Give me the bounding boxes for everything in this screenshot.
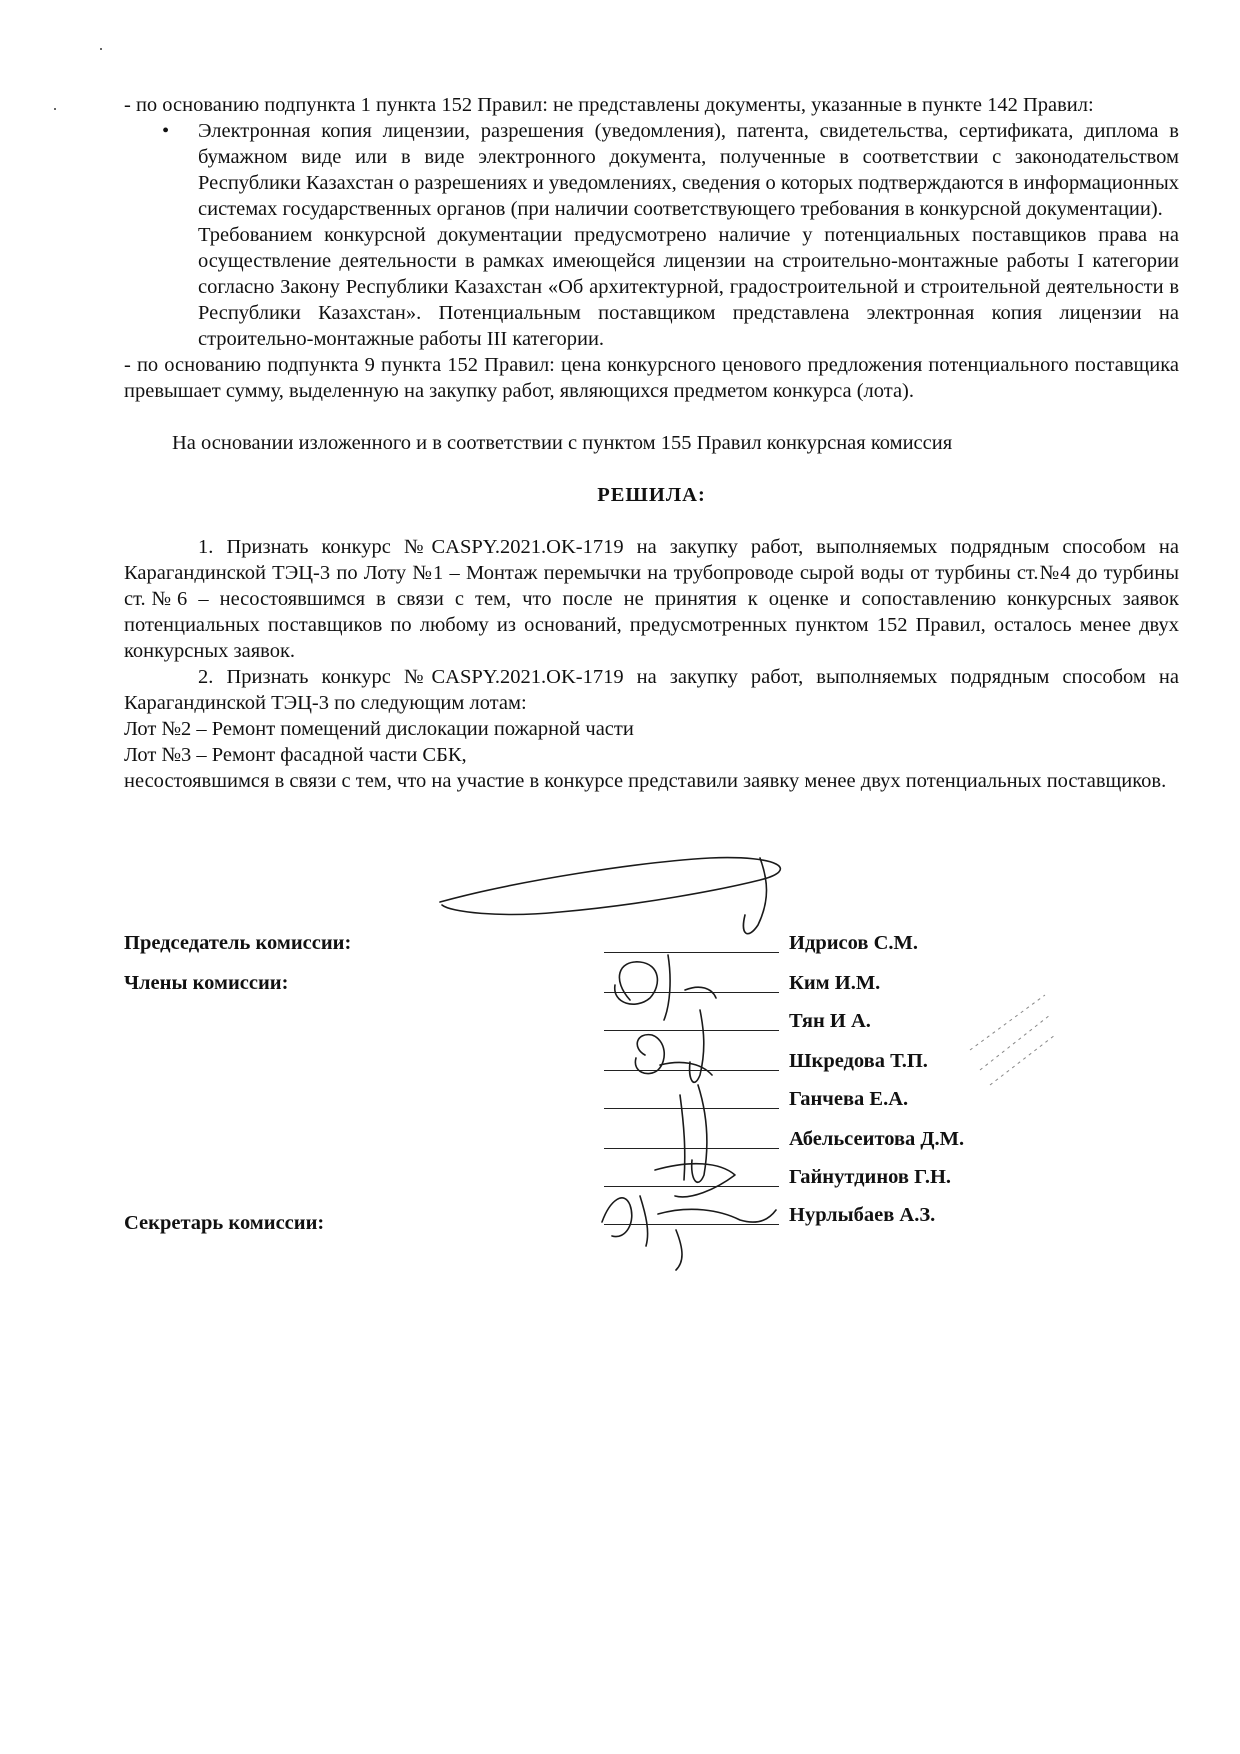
signature-line	[604, 1224, 779, 1225]
member-name: Тян И А.	[789, 1010, 871, 1032]
signature-stroke	[743, 858, 766, 934]
member-name: Идрисов С.М.	[789, 932, 918, 954]
paragraph-basis: На основании изложенного и в соответствии с пунктом 155 Правил конкурсная комиссия	[172, 432, 953, 454]
signature-line	[604, 1186, 779, 1187]
paragraph-ground-9: - по основанию подпункта 9 пункта 152 Правил: цена конкурсного ценового предложения потенциального поставщика превышает сумму, выделенную на закупку работ, являющихся предметом конкурса (лота).	[124, 354, 1179, 402]
signature-line	[604, 992, 779, 993]
bullet-text: Электронная копия лицензии, разрешения (уведомления), патента, свидетельства, сертификата, диплома в бумажном виде или в виде электронного документа, полученные в соответствии с законодательством Республики Казахстан о разрешениях и уведомлениях, сведения о которых подтверждаются в информационных системах государственных органов (при наличии соответствующего требования в конкурсной документации).	[198, 120, 1179, 220]
document-body	[124, 92, 1179, 794]
member-name: Абельсеитова Д.М.	[789, 1128, 965, 1150]
bullet-item	[162, 118, 1179, 352]
chairman-label: Председатель комиссии:	[124, 932, 352, 954]
scan-speck	[54, 108, 56, 110]
lot-2-line: Лот №2 – Ремонт помещений дислокации пожарной части	[124, 718, 634, 740]
member-name: Шкредова Т.П.	[789, 1050, 928, 1072]
signature-line	[604, 1148, 779, 1149]
member-name: Ганчева Е.А.	[789, 1088, 909, 1110]
signature-line	[604, 1070, 779, 1071]
decision-item-2: 2. Признать конкурс №CASPY.2021.OK-1719 на закупку работ, выполняемых подрядным способом на Карагандинской ТЭЦ-3 по следующим лотам:	[124, 666, 1179, 714]
bullet-icon: •	[162, 120, 170, 142]
decision-item-2-end: несостоявшимся в связи с тем, что на участие в конкурсе представили заявку менее двух потенциальных поставщиков.	[124, 770, 1167, 792]
member-name: Нурлыбаев А.З.	[789, 1204, 936, 1226]
scan-speck	[100, 48, 102, 50]
signature-block	[124, 930, 1124, 1250]
member-name: Гайнутдинов Г.Н.	[789, 1166, 952, 1188]
secretary-label: Секретарь комиссии:	[124, 1212, 325, 1234]
members-label: Члены комиссии:	[124, 972, 289, 994]
decision-heading: РЕШИЛА:	[597, 484, 706, 506]
signature-line	[604, 952, 779, 953]
signature-stroke	[440, 858, 780, 915]
decision-item-1: 1. Признать конкурс №CASPY.2021.OK-1719 на закупку работ, выполняемых подрядным способом на Карагандинской ТЭЦ-3 по Лоту №1 – Монтаж перемычки на трубопроводе сырой воды от турбины ст.№4 до турбины ст.№6 – несостоявшимся в связи с тем, что после не принятия к оценке и сопоставлению конкурсных заявок потенциальных поставщиков по любому из оснований, предусмотренных пунктом 152 Правил, осталось менее двух конкурсных заявок.	[124, 536, 1179, 662]
signature-line	[604, 1108, 779, 1109]
lot-3-line: Лот №3 – Ремонт фасадной части СБК,	[124, 744, 467, 766]
paragraph-ground-1: - по основанию подпункта 1 пункта 152 Правил: не представлены документы, указанные в пункте 142 Правил:	[124, 94, 1094, 116]
member-name: Ким И.М.	[789, 972, 881, 994]
bullet-continuation: Требованием конкурсной документации предусмотрено наличие у потенциальных поставщиков права на осуществление деятельности в рамках имеющейся лицензии на строительно-монтажные работы I категории согласно Закону Республики Казахстан «Об архитектурной, градостроительной и строительной деятельности в Республики Казахстан». Потенциальным поставщиком представлена электронная копия лицензии на строительно-монтажные работы III категории.	[198, 224, 1179, 350]
signature-line	[604, 1030, 779, 1031]
